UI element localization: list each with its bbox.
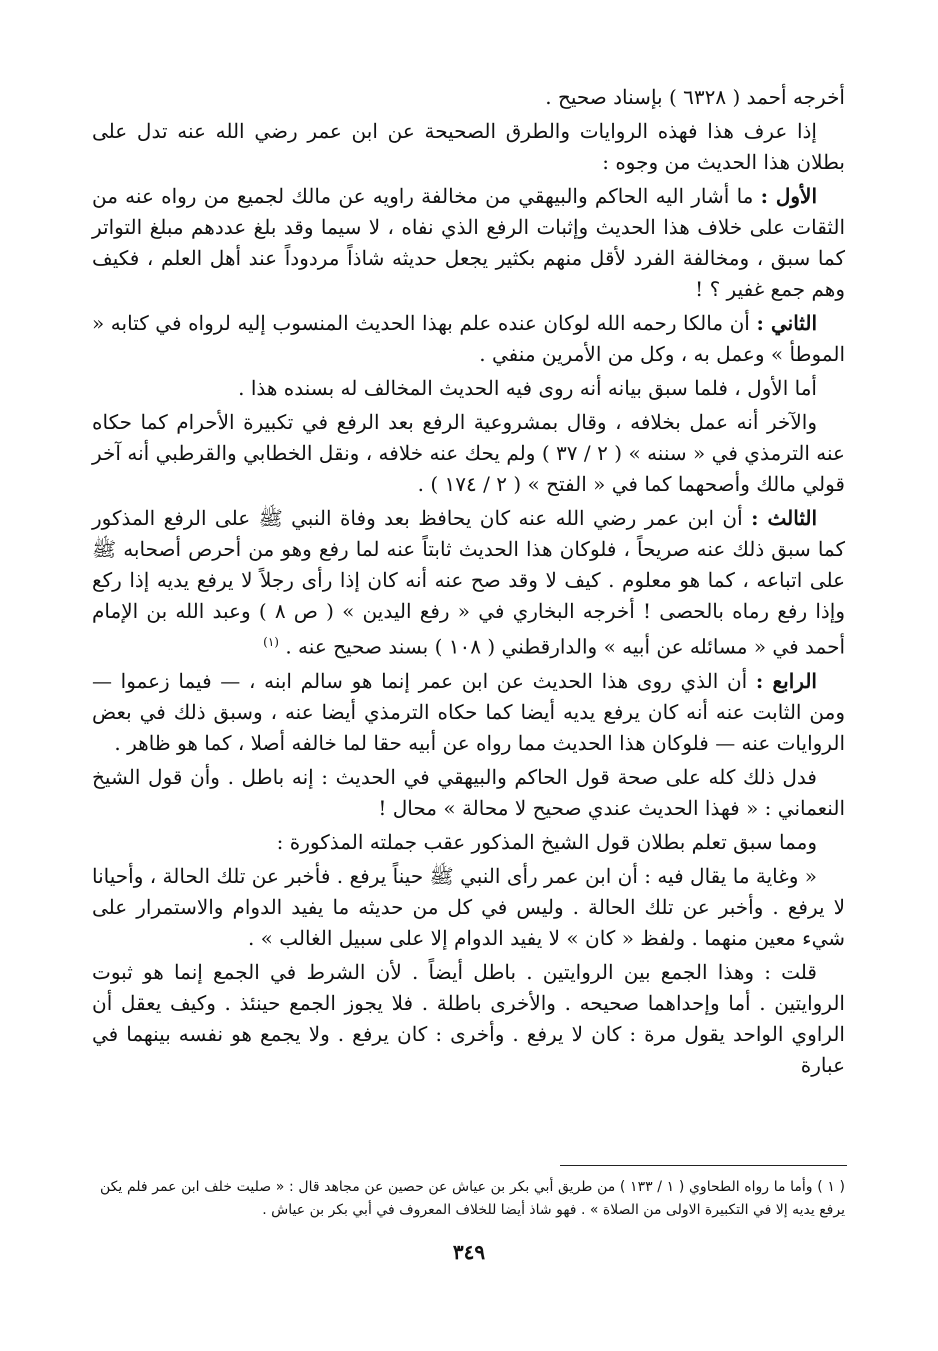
paragraph-text: فدل ذلك كله على صحة قول الحاكم والبيهقي في الحديث : إنه باطل . وأن قول الشيخ النعماني : « فهذا الحديث عندي صحيح لا محالة » محال ! (92, 764, 845, 820)
paragraph-lead: الثالث : (751, 506, 818, 530)
paragraph-text: أن ابن عمر رضي الله عنه كان يحافظ بعد وفاة النبي ﷺ على الرفع المذكور كما سبق ذلك عنه صريحاً ، فلوكان هذا الحديث ثابتاً عنه لما رفع وهو من أحرص أصحابه ﷺ على اتباعه ، كما هو معلوم . كيف لا وقد صح عنه أنه كان إذا رأى رجلاً لا يرفع يديه إذا ركع وإذا رفع رماه بالحصى ! أخرجه البخاري في « رفع اليدين » ( ص ٨ ) وعبد الله بن الإمام أحمد في « مسائله عن أبيه » والدارقطني ( ١٠٨ ) بسند صحيح عنه . (92, 506, 845, 659)
paragraph-text: ما أشار اليه الحاكم والبيهقي من مخالفة راويه عن مالك لجميع من رواه عنه من الثقات على خلاف هذا الحديث وإثبات الرفع الذي نفاه ، لا سيما وقد بلغ عددهم مبلغ التواتر كما سبق ، ومخالفة الفرد لأقل منهم بكثير يجعل حديثه شاذاً مردوداً عند أهل العلم ، فكيف وهم جمع غفير ؟ ! (92, 184, 845, 301)
paragraph-2 (92, 116, 845, 178)
main-text (92, 82, 845, 1084)
paragraph-1 (92, 82, 845, 113)
paragraph-10 (92, 827, 845, 858)
paragraph-3 (92, 181, 845, 305)
paragraph-lead: الرابع : (755, 668, 817, 693)
paragraph-text: إذا عرف هذا فهذه الروايات والطرق الصحيحة عن ابن عمر رضي الله عنه تدل على بطلان هذا الحديث من وجوه : (92, 119, 845, 174)
paragraph-text: أخرجه أحمد ( ٦٣٢٨ ) بإسناد صحيح . (545, 85, 845, 109)
paragraph-text: « وغاية ما يقال فيه : أن ابن عمر رأى النبي ﷺ حيناً يرفع . فأخبر عن تلك الحالة ، وأحيانا لا يرفع . وأخبر عن تلك الحالة . وليس في كل من حديثه ما يفيد الدوام والاستمرار على شيء معين منهما . ولفظ « كان » لا يفيد الدوام إلا على سبيل الغالب » . (92, 863, 845, 950)
paragraph-11 (92, 861, 845, 954)
paragraph-text: أن الذي روى هذا الحديث عن ابن عمر إنما هو سالم ابنه ، — فيما زعموا — ومن الثابت عنه أنه كان يرفع يديه أيضا كما حكاه الترمذي أيضا عنه ، وسبق ذلك في بعض الروايات عنه — فلوكان هذا الحديث مما رواه عن أبيه حقا لما خالفه أصلا ، كما هو ظاهر . (92, 668, 845, 755)
paragraph-9 (92, 762, 845, 824)
paragraph-text: ومما سبق تعلم بطلان قول الشيخ المذكور عقب جملته المذكورة : (276, 829, 817, 854)
footnote: ( ١ ) وأما ما رواه الطحاوي ( ١ / ١٣٣ ) من طريق أبي بكر بن عياش عن حصين عن مجاهد قال : « صليت خلف ابن عمر فلم يكن يرفع يديه إلا في التكبيرة الاولى من الصلاة » . فهو شاذ أيضا للخلاف المعروف في أبي بكر بن عياش . (100, 1179, 845, 1218)
paragraph-12 (92, 957, 845, 1081)
paragraph-text: أن مالكا رحمه الله لوكان عنده علم بهذا الحديث المنسوب إليه لرواه في كتابه « الموطأ » وعمل به ، وكل من الأمرين منفي . (92, 311, 845, 366)
paragraph-8 (92, 666, 845, 759)
footnote-divider (560, 1165, 847, 1166)
paragraph-5 (92, 373, 845, 404)
paragraph-text: والآخر أنه عمل بخلافه ، وقال بمشروعية الرفع بعد الرفع في تكبيرة الأحرام كما حكاه عنه الترمذي في « سننه » ( ٢ / ٣٧ ) ولم يحك عنه خلافه ، ونقل الخطابي والقرطبي أنه آخر قولي مالك وأصحهما كما في « الفتح » ( ٢ / ١٧٤ ) . (92, 410, 845, 496)
paragraph-4 (92, 308, 845, 370)
footnote-reference: (١) (263, 635, 279, 649)
paragraph-lead: الأول : (760, 184, 818, 208)
paragraph-6 (92, 407, 845, 500)
page-number: ٣٤٩ (452, 1240, 486, 1264)
paragraph-text: قلت : وهذا الجمع بين الروايتين . باطل أيضاً . لأن الشرط في الجمع إنما هو ثبوت الروايتين . أما وإحداهما صحيحه . والأخرى باطلة . فلا يجوز الجمع حينئذ . وكيف يعقل أن الراوي الواحد يقول مرة : كان لا يرفع . وأخرى : كان يرفع . ولا يجمع هو نفسه بينهما في عبارة (92, 959, 845, 1077)
paragraph-7 (92, 503, 845, 663)
paragraph-text: أما الأول ، فلما سبق بيانه أنه روى فيه الحديث المخالف له بسنده هذا . (238, 376, 817, 400)
paragraph-lead: الثاني : (756, 311, 817, 335)
